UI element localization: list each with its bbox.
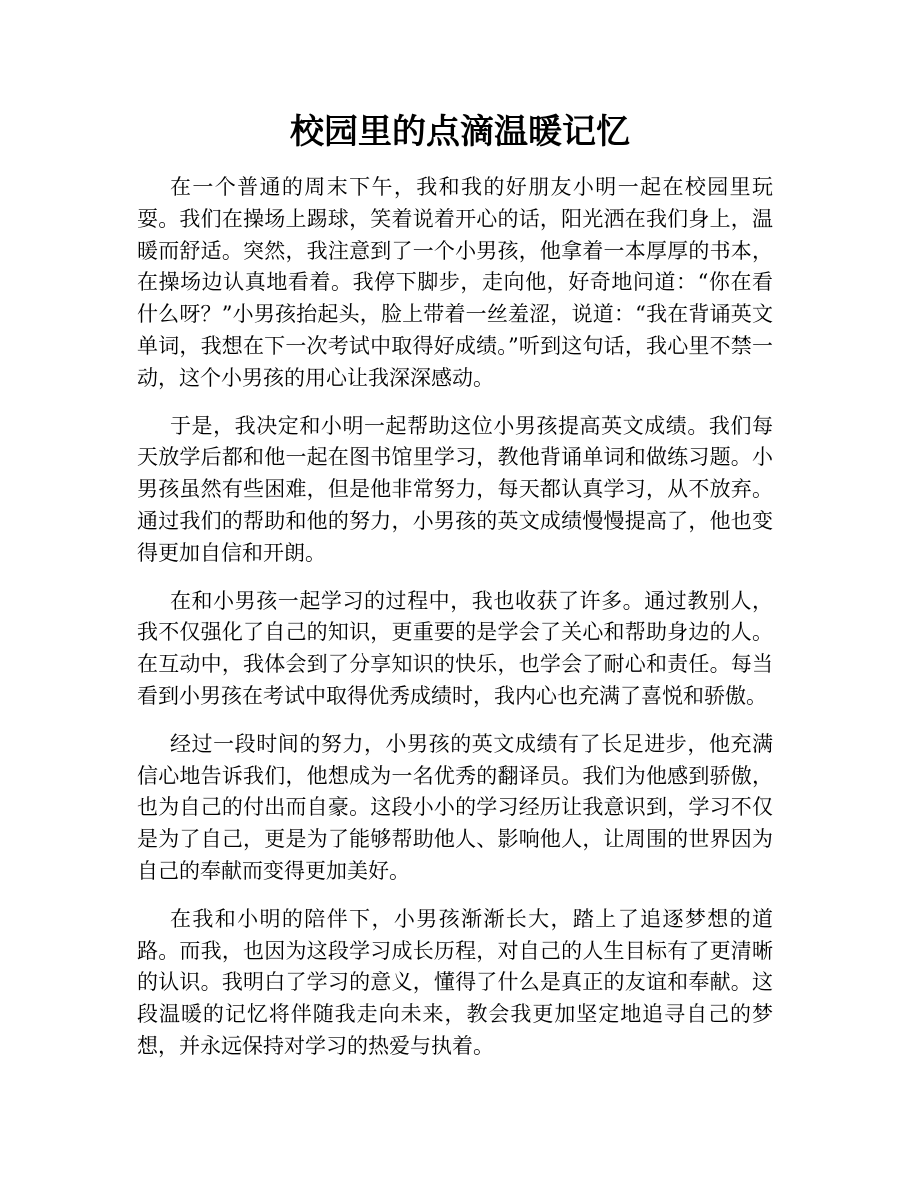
document-title: 校园里的点滴温暖记忆 [290,112,630,152]
paragraph-4: 经过一段时间的努力，小男孩的英文成绩有了长足进步，他充满信心地告诉我们，他想成为一名优秀的翻译员。我们为他感到骄傲，也为自己的付出而自豪。这段小小的学习经历让我意识到，学习不仅是为了自己，更是为了能够帮助他人、影响他人，让周围的世界因为自己的奉献而变得更加美好。 [137,731,773,883]
paragraph-3: 在和小男孩一起学习的过程中，我也收获了许多。通过教别人，我不仅强化了自己的知识，更重要的是学会了关心和帮助身边的人。在互动中，我体会到了分享知识的快乐，也学会了耐心和责任。每当看到小男孩在考试中取得优秀成绩时，我内心也充满了喜悦和骄傲。 [137,588,773,708]
paragraph-1: 在一个普通的周末下午，我和我的好朋友小明一起在校园里玩耍。我们在操场上踢球，笑着说着开心的话，阳光洒在我们身上，温暖而舒适。突然，我注意到了一个小男孩，他拿着一本厚厚的书本，在操场边认真地看着。我停下脚步，走向他，好奇地问道：“你在看什么呀？”小男孩抬起头，脸上带着一丝羞涩，说道：“我在背诵英文单词，我想在下一次考试中取得好成绩。”听到这句话，我心里不禁一动，这个小男孩的用心让我深深感动。 [137,175,773,390]
paragraph-5: 在我和小明的陪伴下，小男孩渐渐长大，踏上了追逐梦想的道路。而我，也因为这段学习成长历程，对自己的人生目标有了更清晰的认识。我明白了学习的意义，懂得了什么是真正的友谊和奉献。这段温暖的记忆将伴随我走向未来，教会我更加坚定地追寻自己的梦想，并永远保持对学习的热爱与执着。 [137,906,773,1058]
document-body [137,172,773,1079]
paragraph-2: 于是，我决定和小明一起帮助这位小男孩提高英文成绩。我们每天放学后都和他一起在图书馆里学习，教他背诵单词和做练习题。小男孩虽然有些困难，但是他非常努力，每天都认真学习，从不放弃。通过我们的帮助和他的努力，小男孩的英文成绩慢慢提高了，他也变得更加自信和开朗。 [137,413,773,565]
